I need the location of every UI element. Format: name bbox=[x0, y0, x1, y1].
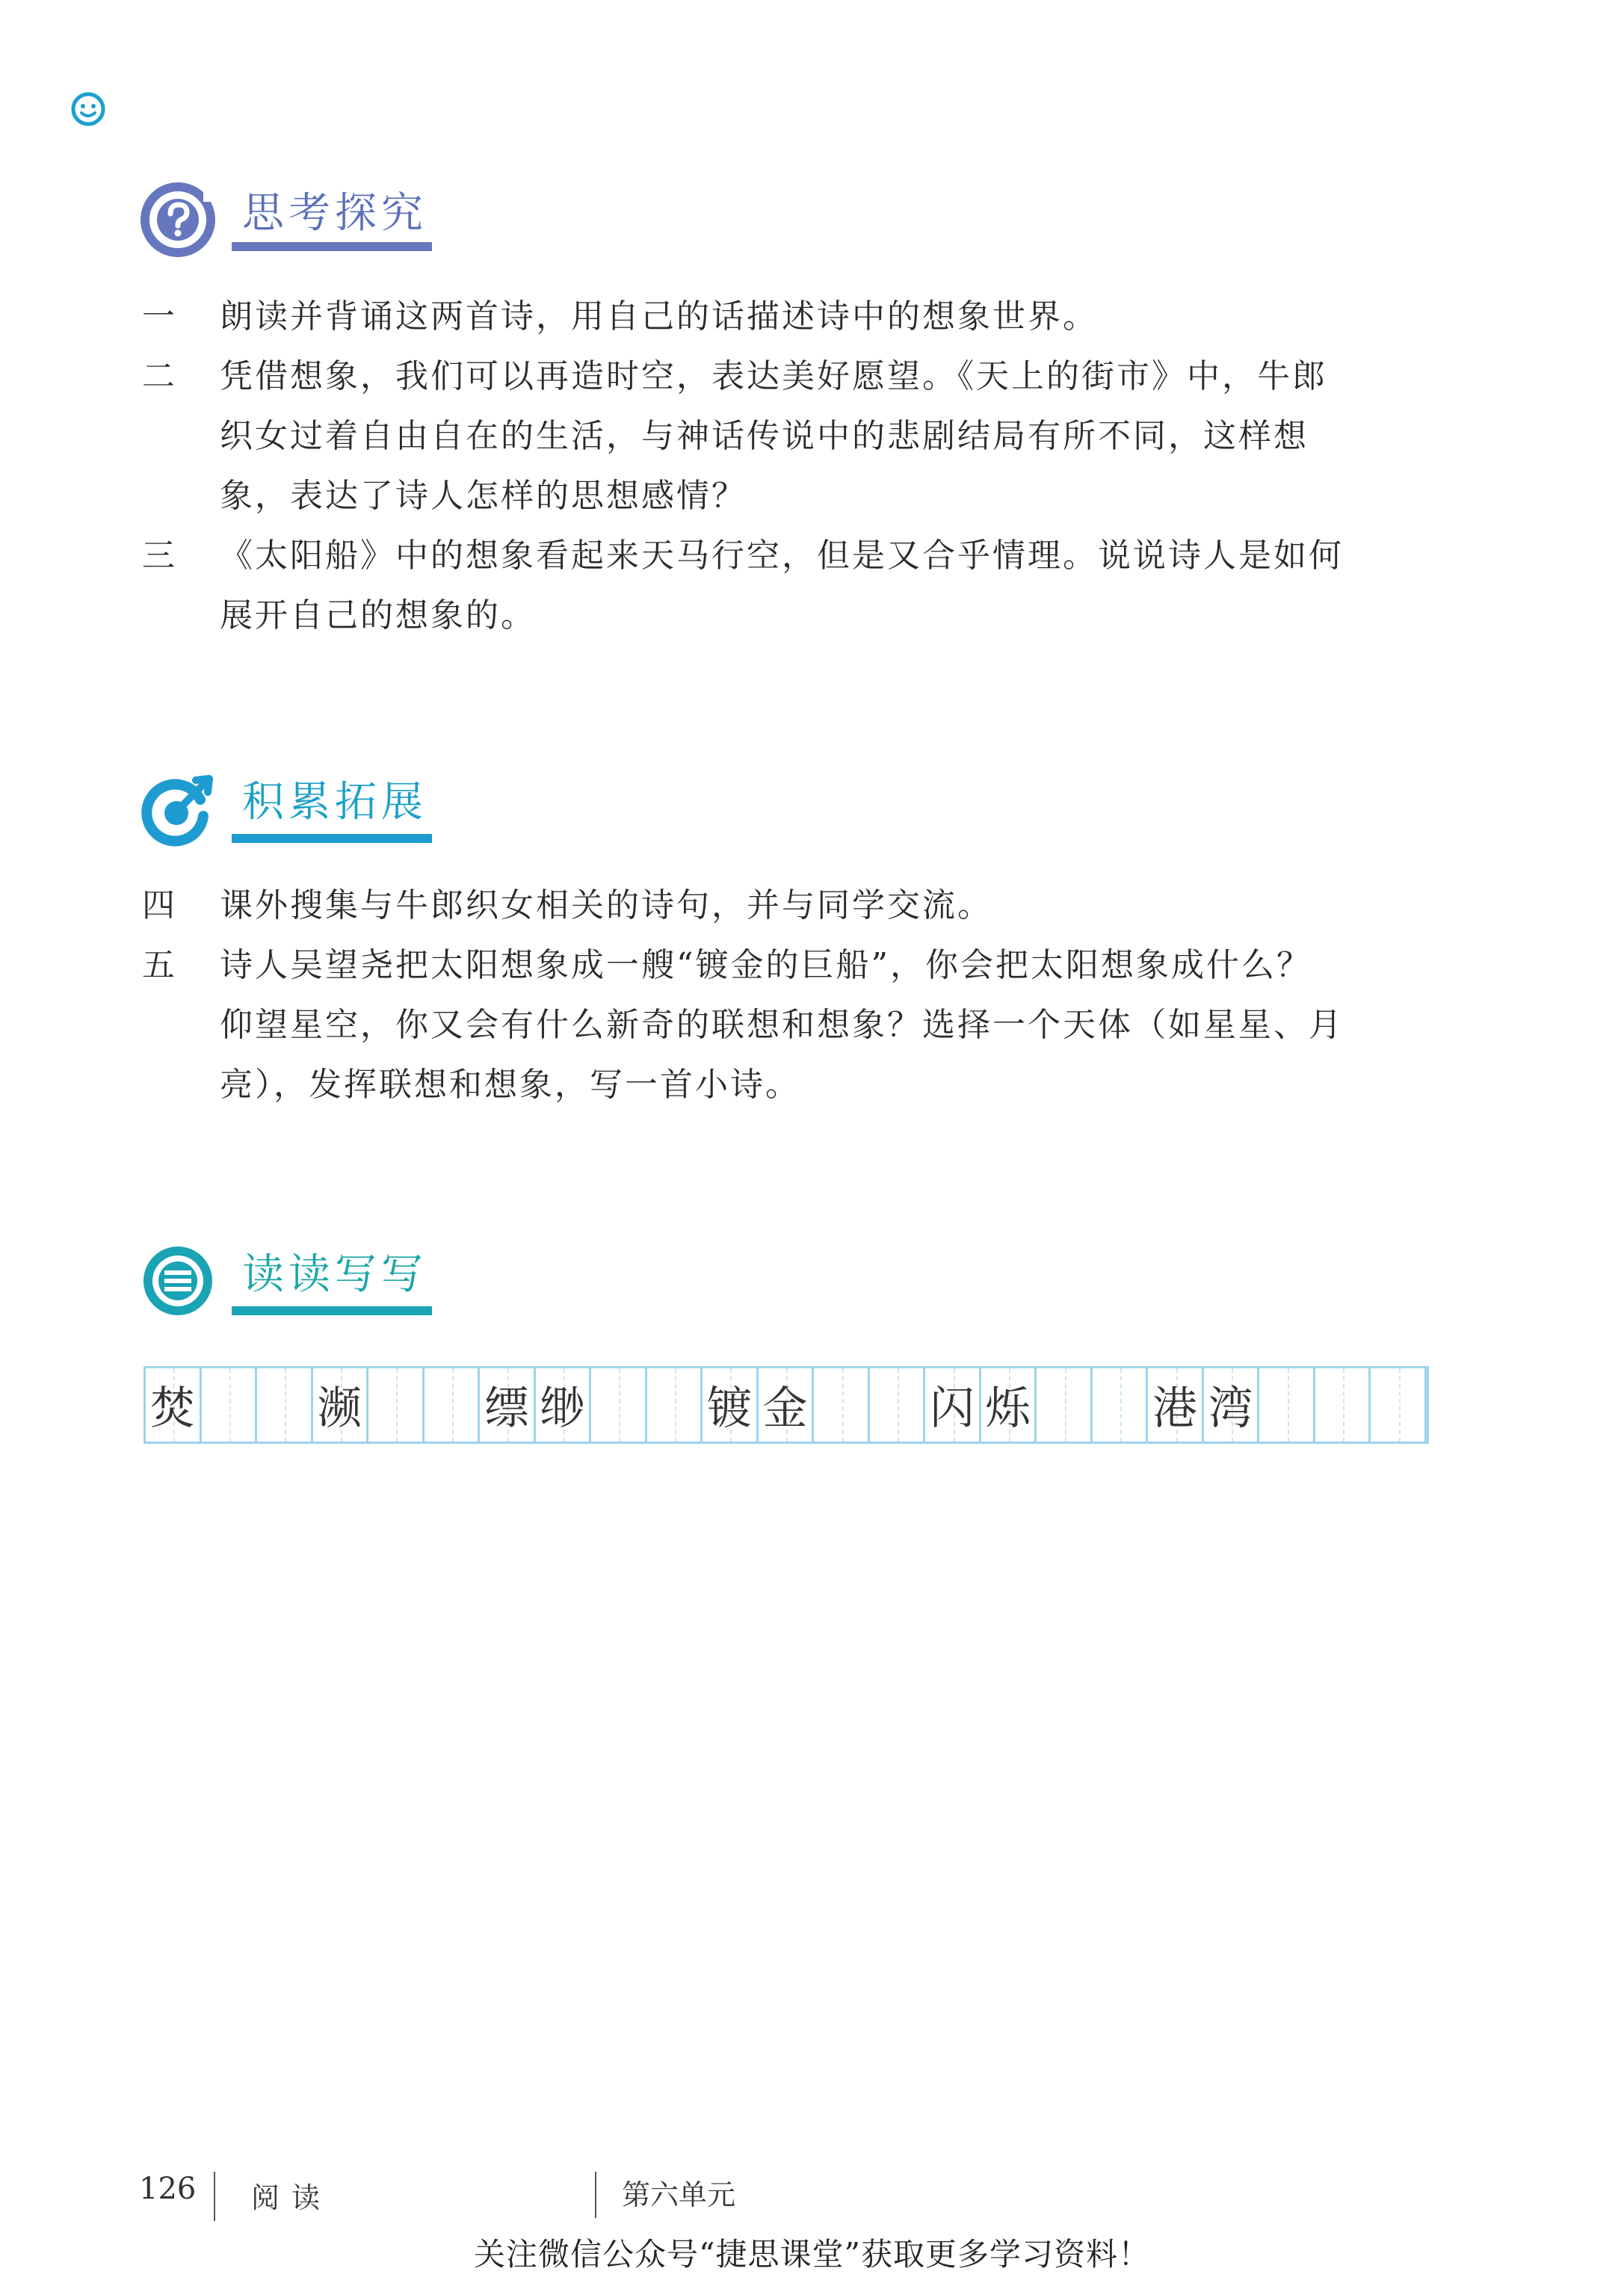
grid-character: 港 bbox=[1152, 1383, 1198, 1435]
question-line: 《太阳船》中的想象看起来天马行空，但是又合乎情理。说说诗人是如何 bbox=[220, 537, 1344, 575]
grid-cell bbox=[814, 1368, 870, 1442]
question-icon bbox=[139, 181, 217, 259]
footer-note: 关注微信公众号“捷思课堂”获取更多学习资料！ bbox=[474, 2236, 1150, 2273]
grid-cell bbox=[1093, 1368, 1149, 1442]
cell-guide-line bbox=[1065, 1368, 1066, 1442]
footer-divider bbox=[595, 2172, 596, 2218]
grid-cell bbox=[536, 1368, 592, 1442]
cell-guide-line bbox=[229, 1368, 231, 1442]
grid-cell bbox=[1259, 1368, 1315, 1442]
grid-cell bbox=[759, 1368, 815, 1442]
cell-guide-line bbox=[842, 1368, 844, 1442]
question-text bbox=[220, 876, 1457, 936]
footer-section-label: 阅读 bbox=[251, 2181, 333, 2214]
grid-cell bbox=[146, 1368, 202, 1442]
question-list-extend bbox=[142, 876, 1457, 1115]
cell-guide-line bbox=[1399, 1368, 1401, 1442]
question-text bbox=[220, 936, 1457, 1115]
title-underline bbox=[232, 834, 432, 843]
question-line: 课外搜集与牛郎织女相关的诗句，并与同学交流。 bbox=[220, 886, 992, 924]
footer-unit-label: 第六单元 bbox=[622, 2178, 736, 2211]
section-title: 读读写写 bbox=[242, 1250, 427, 1299]
grid-cell bbox=[424, 1368, 481, 1442]
section-header-read-write bbox=[139, 1242, 483, 1332]
page-number: 126 bbox=[139, 2172, 197, 2206]
question-number: 三 bbox=[142, 537, 177, 575]
smiley-icon bbox=[70, 91, 106, 127]
writing-grid bbox=[143, 1366, 1429, 1444]
section-title: 思考探究 bbox=[242, 189, 427, 238]
question-item bbox=[142, 526, 1457, 646]
grid-cell bbox=[981, 1368, 1037, 1442]
grid-character: 濒 bbox=[317, 1383, 362, 1435]
grid-cell bbox=[1148, 1368, 1204, 1442]
grid-cell bbox=[925, 1368, 981, 1442]
question-text bbox=[220, 526, 1457, 646]
grid-cell bbox=[647, 1368, 703, 1442]
question-line: 朗读并背诵这两首诗，用自己的话描述诗中的想象世界。 bbox=[220, 297, 1098, 336]
grid-character: 金 bbox=[762, 1383, 808, 1435]
grid-character: 焚 bbox=[149, 1383, 195, 1435]
question-line: 凭借想象，我们可以再造时空，表达美好愿望。《天上的街市》中，牛郎 bbox=[220, 357, 1327, 395]
section-header-think bbox=[139, 181, 483, 271]
question-item bbox=[142, 876, 1457, 936]
cell-guide-line bbox=[898, 1368, 899, 1442]
footer-divider bbox=[214, 2172, 215, 2221]
grid-character: 闪 bbox=[930, 1383, 975, 1435]
section-title: 积累拓展 bbox=[242, 778, 427, 827]
question-number: 四 bbox=[142, 886, 177, 924]
title-underline bbox=[232, 1306, 432, 1315]
grid-cell bbox=[257, 1368, 313, 1442]
grid-cell bbox=[480, 1368, 536, 1442]
grid-cell bbox=[591, 1368, 647, 1442]
question-item bbox=[142, 287, 1457, 347]
question-item bbox=[142, 347, 1457, 526]
question-line: 象，表达了诗人怎样的思想感情？ bbox=[220, 477, 747, 515]
grid-cell bbox=[703, 1368, 759, 1442]
cell-guide-line bbox=[675, 1368, 676, 1442]
grid-character: 缥 bbox=[484, 1383, 529, 1435]
question-number: 一 bbox=[142, 297, 177, 336]
refresh-arrow-icon bbox=[139, 770, 217, 847]
grid-cell bbox=[1315, 1368, 1371, 1442]
grid-cell bbox=[1204, 1368, 1260, 1442]
question-number: 二 bbox=[142, 357, 177, 395]
question-line: 诗人吴望尧把太阳想象成一艘“镀金的巨船”，你会把太阳想象成什么？ bbox=[220, 946, 1312, 984]
question-line: 织女过着自由自在的生活，与神话传说中的悲剧结局有所不同，这样想 bbox=[220, 417, 1309, 455]
grid-cell bbox=[870, 1368, 926, 1442]
question-text bbox=[220, 287, 1457, 347]
title-underline bbox=[232, 242, 432, 251]
grid-cell bbox=[313, 1368, 369, 1442]
cell-guide-line bbox=[396, 1368, 398, 1442]
grid-cell bbox=[1371, 1368, 1427, 1442]
question-line: 亮），发挥联想和想象，写一首小诗。 bbox=[220, 1066, 800, 1104]
question-list-think bbox=[142, 287, 1457, 646]
grid-cell bbox=[202, 1368, 258, 1442]
cell-guide-line bbox=[1343, 1368, 1344, 1442]
question-number: 五 bbox=[142, 946, 177, 984]
section-header-extend bbox=[139, 770, 483, 859]
question-line: 仰望星空，你又会有什么新奇的联想和想象？选择一个天体（如星星、月 bbox=[220, 1006, 1344, 1044]
question-item bbox=[142, 936, 1457, 1115]
cell-guide-line bbox=[1120, 1368, 1122, 1442]
list-lines-icon bbox=[139, 1242, 217, 1320]
grid-character: 镀 bbox=[706, 1383, 752, 1435]
cell-guide-line bbox=[1288, 1368, 1289, 1442]
cell-guide-line bbox=[619, 1368, 620, 1442]
question-text bbox=[220, 347, 1457, 526]
cell-guide-line bbox=[285, 1368, 286, 1442]
grid-cell bbox=[1037, 1368, 1093, 1442]
grid-cell bbox=[368, 1368, 424, 1442]
cell-guide-line bbox=[452, 1368, 454, 1442]
grid-character: 缈 bbox=[540, 1383, 585, 1435]
question-line: 展开自己的想象的。 bbox=[220, 596, 536, 634]
grid-character: 湾 bbox=[1208, 1383, 1253, 1435]
grid-character: 烁 bbox=[985, 1383, 1031, 1435]
